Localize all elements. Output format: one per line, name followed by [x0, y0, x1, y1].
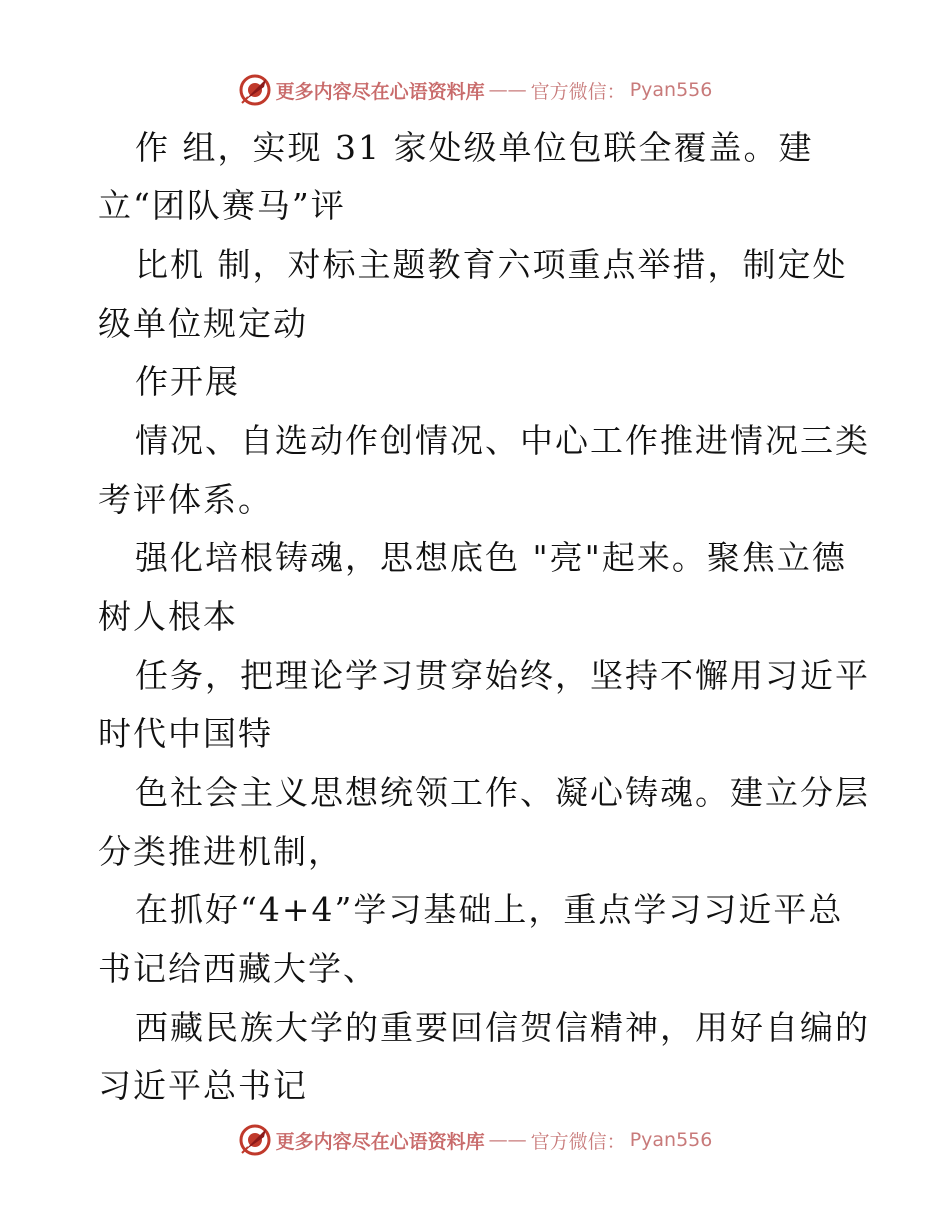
- text-line: 分类推进机制，: [98, 832, 343, 871]
- text-line: 在抓好“4+4”学习基础上，重点学习习近平总: [135, 890, 844, 929]
- pen-nib-logo-icon: [238, 1123, 272, 1157]
- footer-wechat-label: 官方微信：: [530, 1130, 626, 1153]
- text-line: 树人根本: [98, 597, 238, 636]
- text-line: 作 组，实现 31 家处级单位包联全覆盖。建: [135, 128, 814, 167]
- footer-wechat-id: Pyan556: [629, 1129, 713, 1151]
- text-line: 强化培根铸魂，思想底色 "亮"起来。聚焦立德: [135, 538, 847, 577]
- text-line: 情况、自选动作创情况、中心工作推进情况三类: [135, 421, 870, 460]
- footer-banner: [0, 1120, 950, 1160]
- header-brand-text: 更多内容尽在心语资料库: [275, 80, 485, 103]
- header-wechat-label: 官方微信：: [530, 80, 626, 103]
- header-banner: [0, 70, 950, 110]
- text-line: 考评体系。: [98, 480, 273, 519]
- header-dash: ——: [488, 79, 527, 101]
- text-line: 比机 制，对标主题教育六项重点举措，制定处: [135, 245, 848, 284]
- text-line: 任务，把理论学习贯穿始终，坚持不懈用习近平: [135, 656, 870, 695]
- text-line: 作开展: [135, 362, 240, 401]
- pen-nib-logo-icon: [238, 73, 272, 107]
- footer-brand-text: 更多内容尽在心语资料库: [275, 1130, 485, 1153]
- text-line: 色社会主义思想统领工作、凝心铸魂。建立分层: [135, 773, 870, 812]
- text-line: 习近平总书记: [98, 1066, 308, 1105]
- text-line: 级单位规定动: [98, 304, 308, 343]
- text-line: 西藏民族大学的重要回信贺信精神，用好自编的: [135, 1008, 870, 1047]
- footer-dash: ——: [488, 1129, 527, 1151]
- header-wechat-id: Pyan556: [629, 79, 713, 101]
- text-line: 立“团队赛马”评: [98, 186, 346, 225]
- text-line: 时代中国特: [98, 714, 273, 753]
- text-line: 书记给西藏大学、: [98, 949, 378, 988]
